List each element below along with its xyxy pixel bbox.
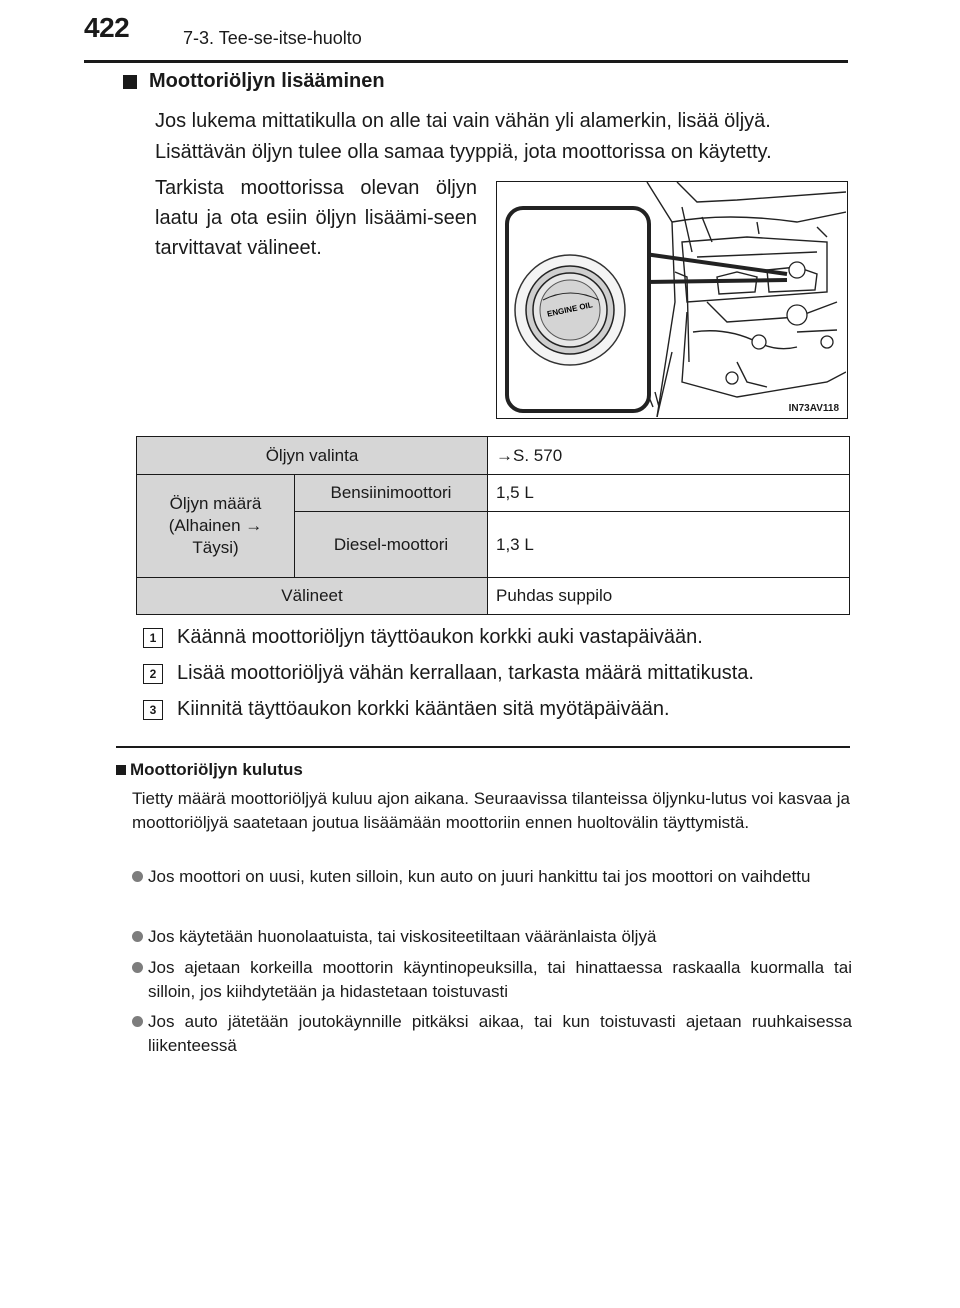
step-item xyxy=(143,698,670,721)
table-row xyxy=(137,578,850,615)
oil-spec-table xyxy=(136,436,850,615)
list-item xyxy=(132,925,852,949)
step-item xyxy=(143,626,703,649)
cap-label: ENGINE OIL xyxy=(546,300,594,319)
intro-paragraph: Jos lukema mittatikulla on alle tai vain vähän yli alamerkin, lisää öljyä. Lisättävän öljyn tulee olla samaa tyyppiä, jota moottorissa on käytetty. xyxy=(155,110,772,163)
list-item xyxy=(132,1010,852,1058)
table-label: Öljyn määrä (Alhainen → Täysi) xyxy=(137,475,295,578)
list-item xyxy=(132,956,852,1004)
table-label: Öljyn valinta xyxy=(137,437,488,475)
main-heading xyxy=(123,70,385,93)
main-heading-text: Moottoriöljyn lisääminen xyxy=(149,70,385,92)
figure-code: IN73AV118 xyxy=(788,403,839,414)
page-number: 422 xyxy=(84,12,130,43)
consumption-paragraph: Tietty määrä moottoriöljyä kuluu ajon aikana. Seuraavissa tilanteissa öljynku-lutus voi kasvaa ja moottoriöljyä saatetaan joutua lisäämään moottoriin ennen huoltovälin täyttymistä. xyxy=(132,789,850,832)
list-item-text: Jos käytetään huonolaatuista, tai viskositeetiltaan vääränlaista öljyä xyxy=(148,927,657,946)
table-row xyxy=(137,475,850,512)
table-value: →S. 570 xyxy=(488,437,850,475)
bullet-icon xyxy=(132,871,143,882)
header-divider xyxy=(84,60,848,63)
list-item xyxy=(132,865,852,889)
section-title: 7-3. Tee-se-itse-huolto xyxy=(183,28,362,48)
step-number: 2 xyxy=(143,664,163,684)
section-divider xyxy=(116,746,850,748)
list-item-text: Jos ajetaan korkeilla moottorin käyntinopeuksilla, tai hinattaessa raskaalla kuormalla tai silloin, jos kiihdytetään ja hidastetaan toistuvasti xyxy=(148,958,852,1001)
list-item-text: Jos moottori on uusi, kuten silloin, kun auto on juuri hankittu tai jos moottori on vaihdettu xyxy=(148,867,811,886)
oil-filler-cap-figure xyxy=(496,181,848,419)
sub-heading-text: Moottoriöljyn kulutus xyxy=(130,760,303,779)
table-row xyxy=(137,437,850,475)
square-bullet-icon xyxy=(116,765,126,775)
step-item xyxy=(143,662,754,685)
list-item-text: Jos auto jätetään joutokäynnille pitkäksi aikaa, tai kun toistuvasti ajetaan ruuhkaisessa liikenteessä xyxy=(148,1012,852,1055)
step-number: 3 xyxy=(143,700,163,720)
sub-heading xyxy=(116,760,303,780)
bullet-icon xyxy=(132,1016,143,1027)
engine-bay-illustration xyxy=(497,182,846,417)
preparation-paragraph: Tarkista moottorissa olevan öljyn laatu ja ota esiin öljyn lisäämi-seen tarvittavat välineet. xyxy=(155,177,477,259)
table-value: Puhdas suppilo xyxy=(488,578,850,615)
table-sublabel: Diesel-moottori xyxy=(295,512,488,578)
table-value: 1,3 L xyxy=(488,512,850,578)
square-bullet-icon xyxy=(123,75,137,89)
bullet-icon xyxy=(132,931,143,942)
step-text: Käännä moottoriöljyn täyttöaukon korkki auki vastapäivään. xyxy=(177,626,703,648)
table-sublabel: Bensiinimoottori xyxy=(295,475,488,512)
step-text: Kiinnitä täyttöaukon korkki kääntäen sitä myötäpäivään. xyxy=(177,698,670,720)
step-text: Lisää moottoriöljyä vähän kerrallaan, tarkasta määrä mittatikusta. xyxy=(177,662,754,684)
bullet-icon xyxy=(132,962,143,973)
step-number: 1 xyxy=(143,628,163,648)
table-label: Välineet xyxy=(137,578,488,615)
table-value: 1,5 L xyxy=(488,475,850,512)
